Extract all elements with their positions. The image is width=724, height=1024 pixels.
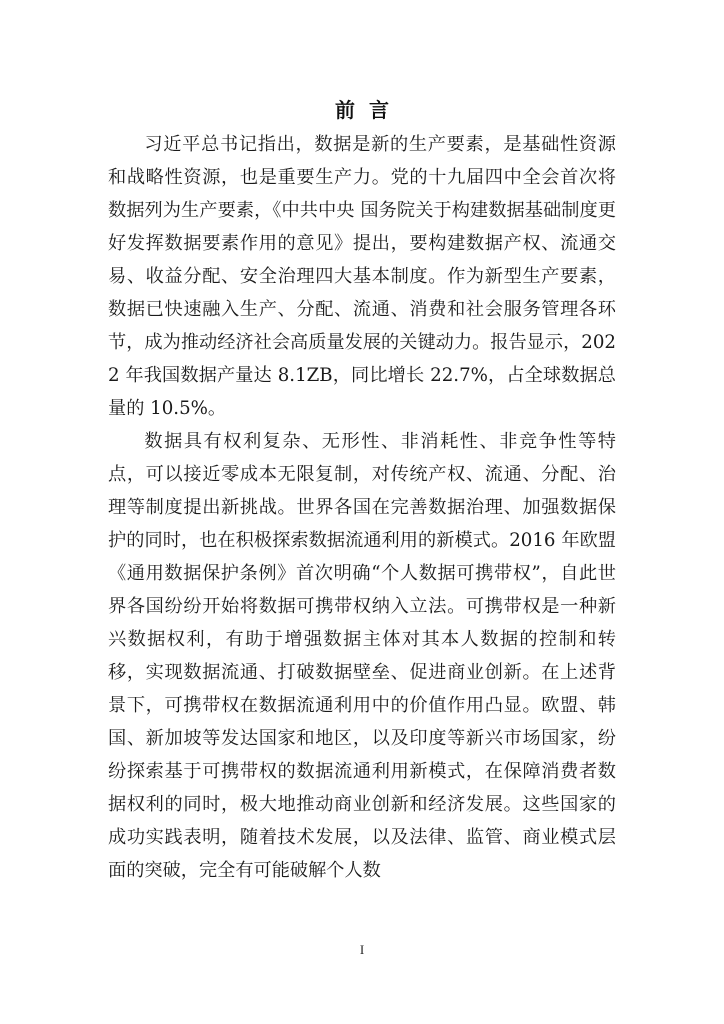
page-title: 前言 [335, 98, 403, 122]
paragraph-1: 习近平总书记指出，数据是新的生产要素，是基础性资源和战略性资源，也是重要生产力。党的十九届四中全会首次将数据列为生产要素，《中共中央 国务院关于构建数据基础制度更好发挥数据要素作用的意见》提出，要构建数据产权、流通交易、收益分配、安全治理四大基本制度。作为新型生产要素，数据已快速融入生产、分配、流通、消费和社会服务管理各环节，成为推动经济社会高质量发展的关键动力。报告显示，2022 年我国数据产量达 8.1ZB，同比增长 22.7%，占全球数据总量的 10.5%。 [108, 134, 616, 419]
paragraph-2: 数据具有权利复杂、无形性、非消耗性、非竞争性等特点，可以接近零成本无限复制，对传统产权、流通、分配、治理等制度提出新挑战。世界各国在完善数据治理、加强数据保护的同时，也在积极探索数据流通利用的新模式。2016 年欧盟《通用数据保护条例》首次明确“个人数据可携带权”，自此世界各国纷纷开始将数据可携带权纳入立法。可携带权是一种新兴数据权利，有助于增强数据主体对其本人数据的控制和转移，实现数据流通、打破数据壁垒、促进商业创新。在上述背景下，可携带权在数据流通利用中的价值作用凸显。欧盟、韩国、新加坡等发达国家和地区，以及印度等新兴市场国家，纷纷探索基于可携带权的数据流通利用新模式，在保障消费者数据权利的同时，极大地推动商业创新和经济发展。这些国家的成功实践表明，随着技术发展，以及法律、监管、商业模式层面的突破，完全有可能破解个人数 [108, 431, 616, 881]
page-number: I [359, 942, 365, 957]
body-text [108, 128, 616, 887]
